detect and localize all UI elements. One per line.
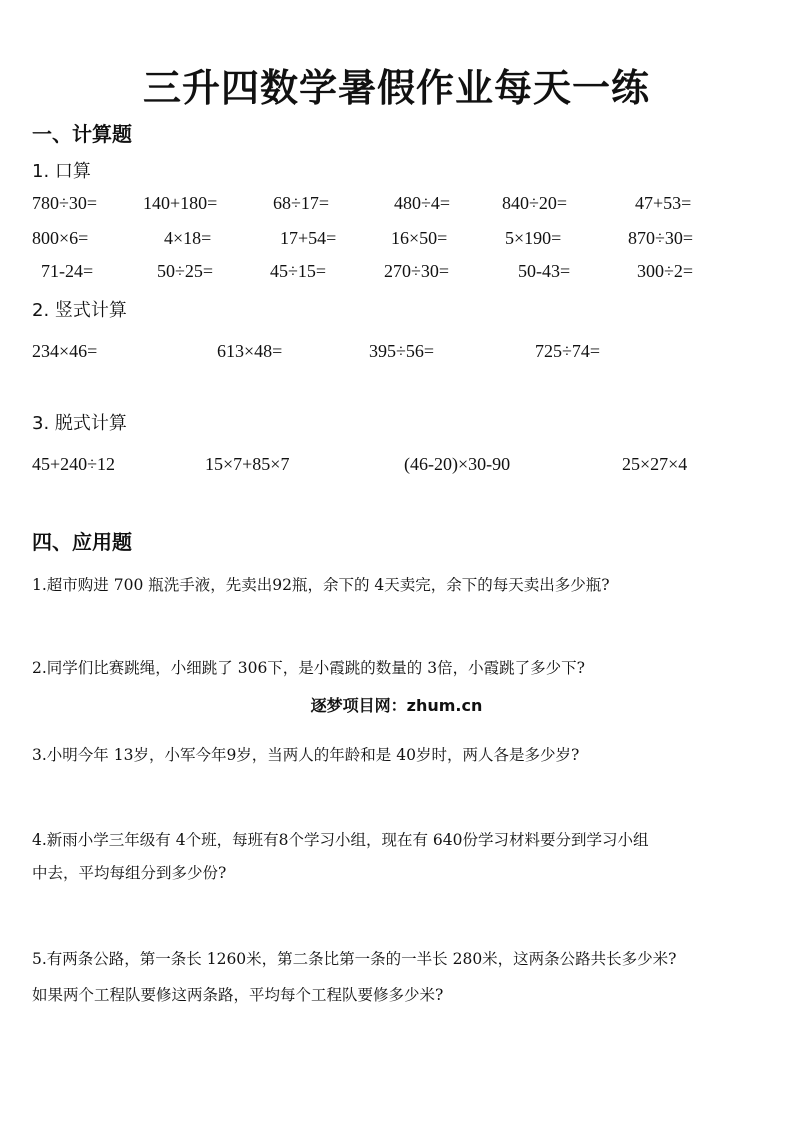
word-problem-4-line-1: 4.新雨小学三年级有 4个班，每班有8个学习小组，现在有 640份学习材料要分到学习小组 [32, 831, 649, 849]
stepwise-expression: 15×7+85×7 [205, 454, 290, 474]
word-problem-3: 3.小明今年 13岁，小军今年9岁，当两人的年龄和是 40岁时，两人各是多少岁? [32, 746, 580, 764]
oral-expression: 16×50= [391, 228, 448, 248]
section-heading-word-problems: 四、应用题 [32, 530, 132, 554]
oral-expression: 800×6= [32, 228, 89, 248]
vertical-expression: 395÷56= [369, 341, 435, 361]
oral-expression: 4×18= [164, 228, 212, 248]
oral-expression: 780÷30= [32, 193, 98, 213]
oral-expression: 50÷25= [157, 261, 214, 281]
word-problem-2: 2.同学们比赛跳绳，小细跳了 306下，是小霞跳的数量的 3倍，小霞跳了多少下? [32, 659, 585, 677]
oral-expression: 870÷30= [628, 228, 694, 248]
stepwise-expression: (46-20)×30-90 [404, 454, 511, 474]
oral-expression: 300÷2= [637, 261, 694, 281]
section-heading-calculation: 一、计算题 [32, 122, 132, 146]
subheading-oral-calculation: 1. 口算 [32, 161, 91, 182]
word-problem-4-line-2: 中去，平均每组分到多少份? [32, 864, 227, 882]
oral-expression: 840÷20= [502, 193, 568, 213]
vertical-expression: 725÷74= [535, 341, 601, 361]
oral-expression: 270÷30= [384, 261, 450, 281]
vertical-expression: 613×48= [217, 341, 283, 361]
oral-expression: 45÷15= [270, 261, 327, 281]
stepwise-expression: 25×27×4 [622, 454, 688, 474]
vertical-expression: 234×46= [32, 341, 98, 361]
oral-expression: 17+54= [280, 228, 337, 248]
oral-expression: 71-24= [41, 261, 94, 281]
stepwise-expression: 45+240÷12 [32, 454, 116, 474]
word-problem-5-line-1: 5.有两条公路，第一条长 1260米，第二条比第一条的一半长 280米，这两条公路共长多少米? [32, 950, 677, 968]
oral-expression: 5×190= [505, 228, 562, 248]
subheading-stepwise-calculation: 3. 脱式计算 [32, 413, 127, 434]
word-problem-1: 1.超市购进 700 瓶洗手液，先卖出92瓶，余下的 4天卖完，余下的每天卖出多少瓶? [32, 576, 610, 594]
watermark: 逐梦项目网：zhum.cn [310, 696, 483, 715]
oral-expression: 47+53= [635, 193, 692, 213]
word-problem-5-line-2: 如果两个工程队要修这两条路，平均每个工程队要修多少米? [32, 986, 444, 1004]
oral-expression: 50-43= [518, 261, 571, 281]
page-title: 三升四数学暑假作业每天一练 [142, 66, 650, 110]
oral-expression: 68÷17= [273, 193, 330, 213]
subheading-vertical-calculation: 2. 竖式计算 [32, 300, 127, 321]
oral-expression: 140+180= [143, 193, 218, 213]
oral-expression: 480÷4= [394, 193, 451, 213]
